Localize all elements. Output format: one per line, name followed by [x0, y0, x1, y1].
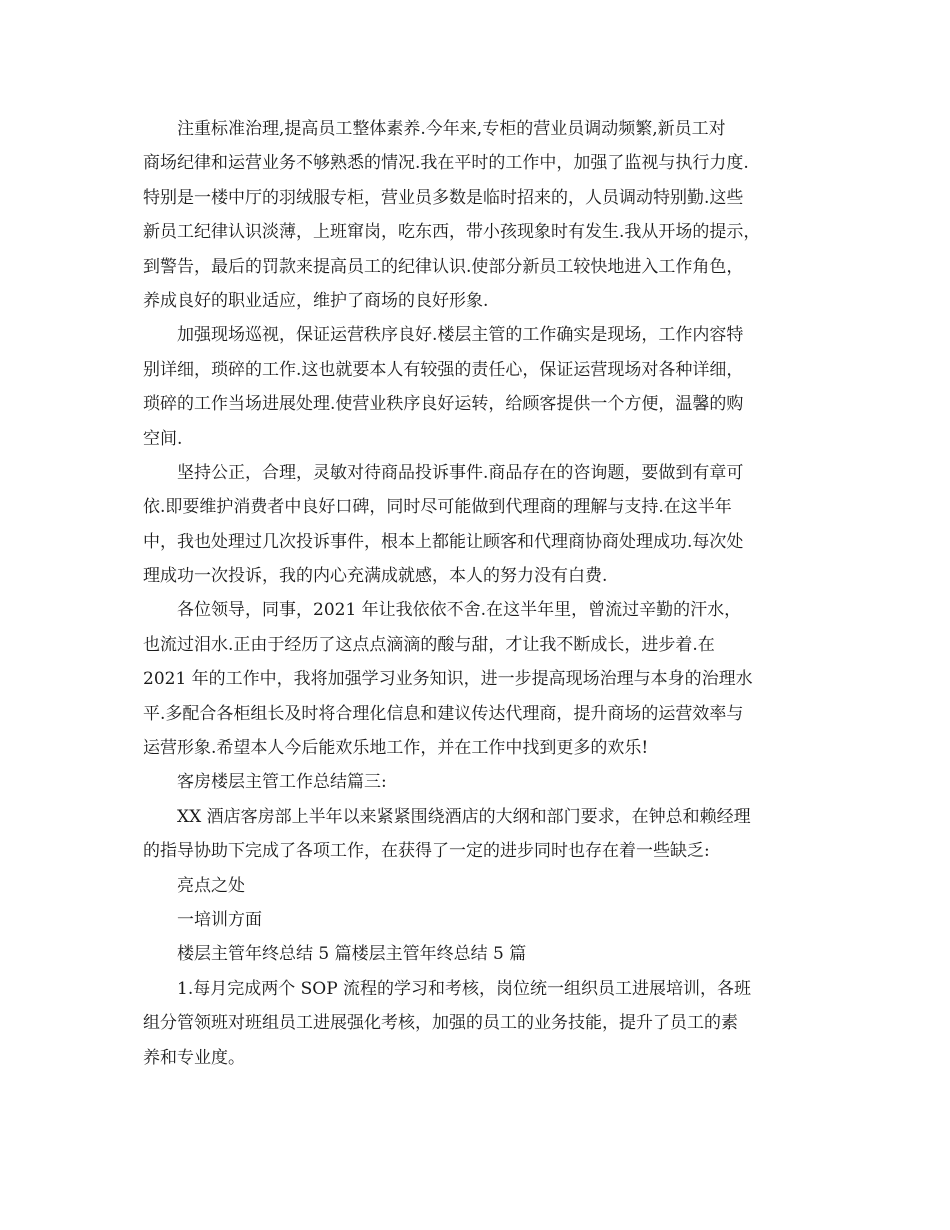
- text-line: 运营形象.希望本人今后能欢乐地工作，并在工作中找到更多的欢乐!: [143, 738, 649, 759]
- text-line: 商场纪律和运营业务不够熟悉的情况.我在平时的工作中，加强了监视与执行力度.: [143, 153, 749, 174]
- text-line: 特别是一楼中厅的羽绒服专柜，营业员多数是临时招来的，人员调动特别勤.这些: [143, 187, 744, 208]
- text-line: 新员工纪律认识淡薄，上班窜岗，吃东西，带小孩现象时有发生.我从开场的提示，: [143, 222, 761, 243]
- text-line: 也流过泪水.正由于经历了这点点滴滴的酸与甜，才让我不断成长，进步着.在: [143, 634, 715, 655]
- text-line: 养和专业度。: [143, 1047, 245, 1068]
- text-line: 琐碎的工作当场进展处理.使营业秩序良好运转，给顾客提供一个方便，温馨的购: [143, 394, 744, 415]
- text-line: 各位领导，同事，2021 年让我依依不舍.在这半年里，曾流过辛勤的汗水，: [177, 600, 742, 621]
- text-line: 依.即要维护消费者中良好口碑，同时尽可能做到代理商的理解与支持.在这半年: [143, 497, 732, 518]
- document-body: [143, 112, 815, 1075]
- text-line: 的指导协助下完成了各项工作，在获得了一定的进步同时也存在着一些缺乏:: [143, 841, 710, 862]
- text-line: XX 酒店客房部上半年以来紧紧围绕酒店的大纲和部门要求，在钟总和赖经理: [177, 806, 751, 827]
- text-line: 注重标准治理,提高员工整体素养.今年来,专柜的营业员调动频繁,新员工对: [177, 119, 726, 139]
- text-line: 亮点之处: [177, 875, 245, 896]
- text-line: 坚持公正，合理，灵敏对待商品投诉事件.商品存在的咨询题，要做到有章可: [177, 462, 744, 483]
- text-line: 2021 年的工作中，我将加强学习业务知识，进一步提高现场治理与本身的治理水: [143, 669, 753, 690]
- text-line: 加强现场巡视，保证运营秩序良好.楼层主管的工作确实是现场，工作内容特: [177, 325, 744, 346]
- text-line: 楼层主管年终总结 5 篇楼层主管年终总结 5 篇: [177, 944, 527, 965]
- text-line: 养成良好的职业适应，维护了商场的良好形象.: [143, 290, 489, 311]
- text-line: 客房楼层主管工作总结篇三:: [177, 772, 387, 793]
- text-line: 1.每月完成两个 SOP 流程的学习和考核，岗位统一组织员工进展培训，各班: [177, 978, 752, 999]
- text-line: 一培训方面: [177, 909, 262, 930]
- text-line: 平.多配合各柜组长及时将合理化信息和建议传达代理商，提升商场的运营效率与: [143, 703, 744, 724]
- text-line: 到警告，最后的罚款来提高员工的纪律认识.使部分新员工较快地进入工作角色，: [143, 256, 744, 277]
- text-line: 理成功一次投诉，我的内心充满成就感，本人的努力没有白费.: [143, 566, 608, 587]
- text-line: 组分管领班对班组员工进展强化考核，加强的员工的业务技能，提升了员工的素: [143, 1013, 738, 1034]
- text-line: 别详细，琐碎的工作.这也就要本人有较强的责任心，保证运营现场对各种详细，: [143, 359, 744, 380]
- text-line: 中，我也处理过几次投诉事件，根本上都能让顾客和代理商协商处理成功.每次处: [143, 531, 744, 552]
- text-line: 空间.: [143, 428, 183, 449]
